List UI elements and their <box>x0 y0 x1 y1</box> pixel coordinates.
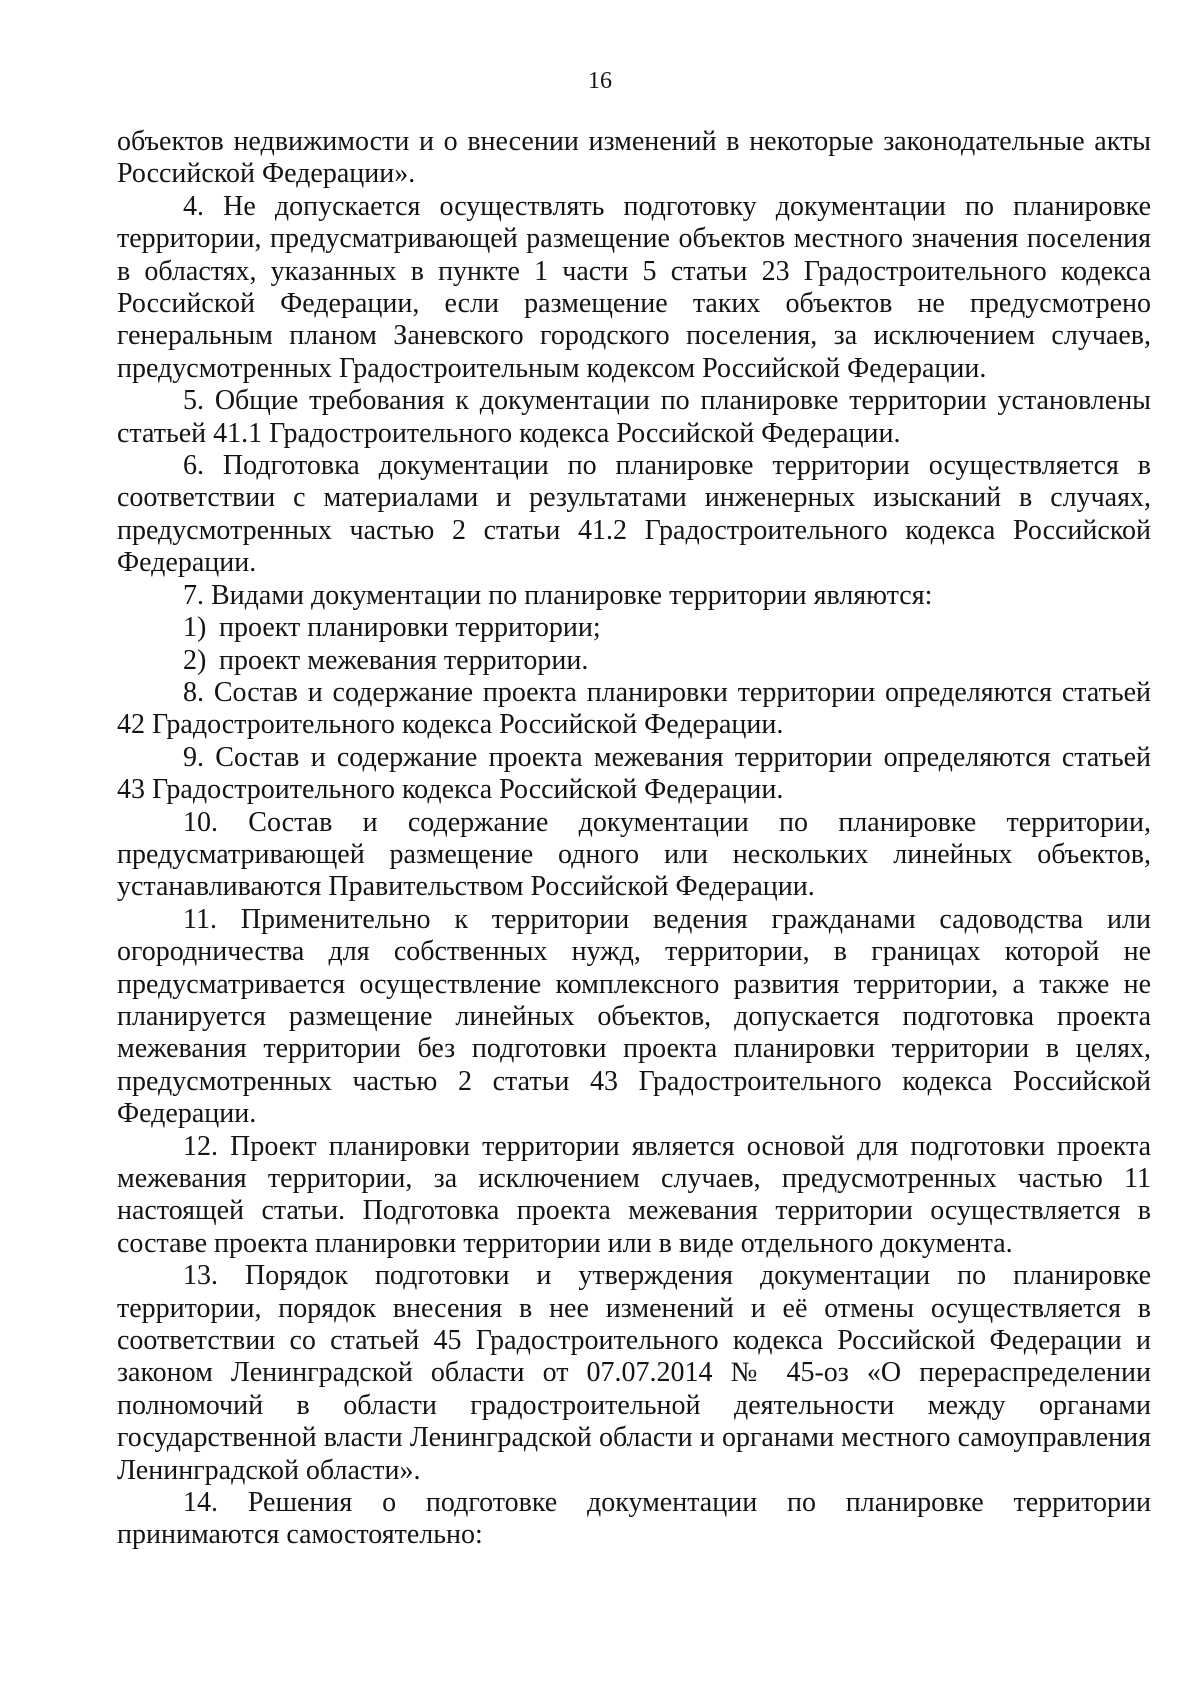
list-item <box>117 612 1151 644</box>
list-item-text: проект межевания территории. <box>219 644 589 676</box>
list-item <box>117 645 1151 677</box>
list-item-number: 1) <box>183 612 207 644</box>
paragraph: 8. Состав и содержание проекта планировки территории определяются статьей 42 Градостроительного кодекса Российской Федерации. <box>117 676 1151 741</box>
paragraph: 4. Не допускается осуществлять подготовку документации по планировке территории, предусматривающей размещение объектов местного значения поселения в областях, указанных в пункте 1 части 5 статьи 23 Градостроительного кодекса Российской Федерации, если размещение таких объектов не предусмотрено генеральным планом Заневского городского поселения, за исключением случаев, предусмотренных Градостроительным кодексом Российской Федерации. <box>117 190 1151 384</box>
paragraph: 5. Общие требования к документации по планировке территории установлены статьей 41.1 Градостроительного кодекса Российской Федерации. <box>117 385 1151 449</box>
list-item-text: проект планировки территории; <box>219 612 601 644</box>
paragraph: 9. Состав и содержание проекта межевания территории определяются статьей 43 Градостроительного кодекса Российской Федерации. <box>117 741 1151 806</box>
paragraph: 11. Применительно к территории ведения гражданами садоводства или огородничества для собственных нужд, территории, в границах которой не предусматривается осуществление комплексного развития территории, а также не планируется размещение линейных объектов, допускается подготовка проекта межевания территории без подготовки проекта планировки территории в целях, предусмотренных частью 2 статьи 43 Градостроительного кодекса Российской Федерации. <box>117 903 1151 1130</box>
document-body <box>117 126 1151 1552</box>
paragraph: 12. Проект планировки территории является основой для подготовки проекта межевания территории, за исключением случаев, предусмотренных частью 11 настоящей статьи. Подготовка проекта межевания территории осуществляется в составе проекта планировки территории или в виде отдельного документа. <box>117 1130 1151 1259</box>
paragraph: 10. Состав и содержание документации по планировке территории, предусматривающей размещение одного или нескольких линейных объектов, устанавливаются Правительством Российской Федерации. <box>117 806 1151 903</box>
paragraph: 13. Порядок подготовки и утверждения документации по планировке территории, порядок внесения в нее изменений и её отмены осуществляется в соответствии со статьей 45 Градостроительного кодекса Российской Федерации и законом Ленинградской области от 07.07.2014 № 45-оз «О перераспределении полномочий в области градостроительной деятельности между органами государственной власти Ленинградской области и органами местного самоуправления Ленинградской области». <box>117 1260 1151 1486</box>
page-number: 16 <box>588 68 612 94</box>
paragraph: 14. Решения о подготовке документации по планировке территории принимаются самостоятельно: <box>117 1487 1151 1551</box>
paragraph: 6. Подготовка документации по планировке территории осуществляется в соответствии с материалами и результатами инженерных изысканий в случаях, предусмотренных частью 2 статьи 41.2 Градостроительного кодекса Российской Федерации. <box>117 450 1151 579</box>
paragraph: 7. Видами документации по планировке территории являются: <box>183 579 933 611</box>
list-item-number: 2) <box>183 644 207 676</box>
paragraph-continuation: объектов недвижимости и о внесении изменений в некоторые законодательные акты Российской Федерации». <box>117 126 1151 190</box>
